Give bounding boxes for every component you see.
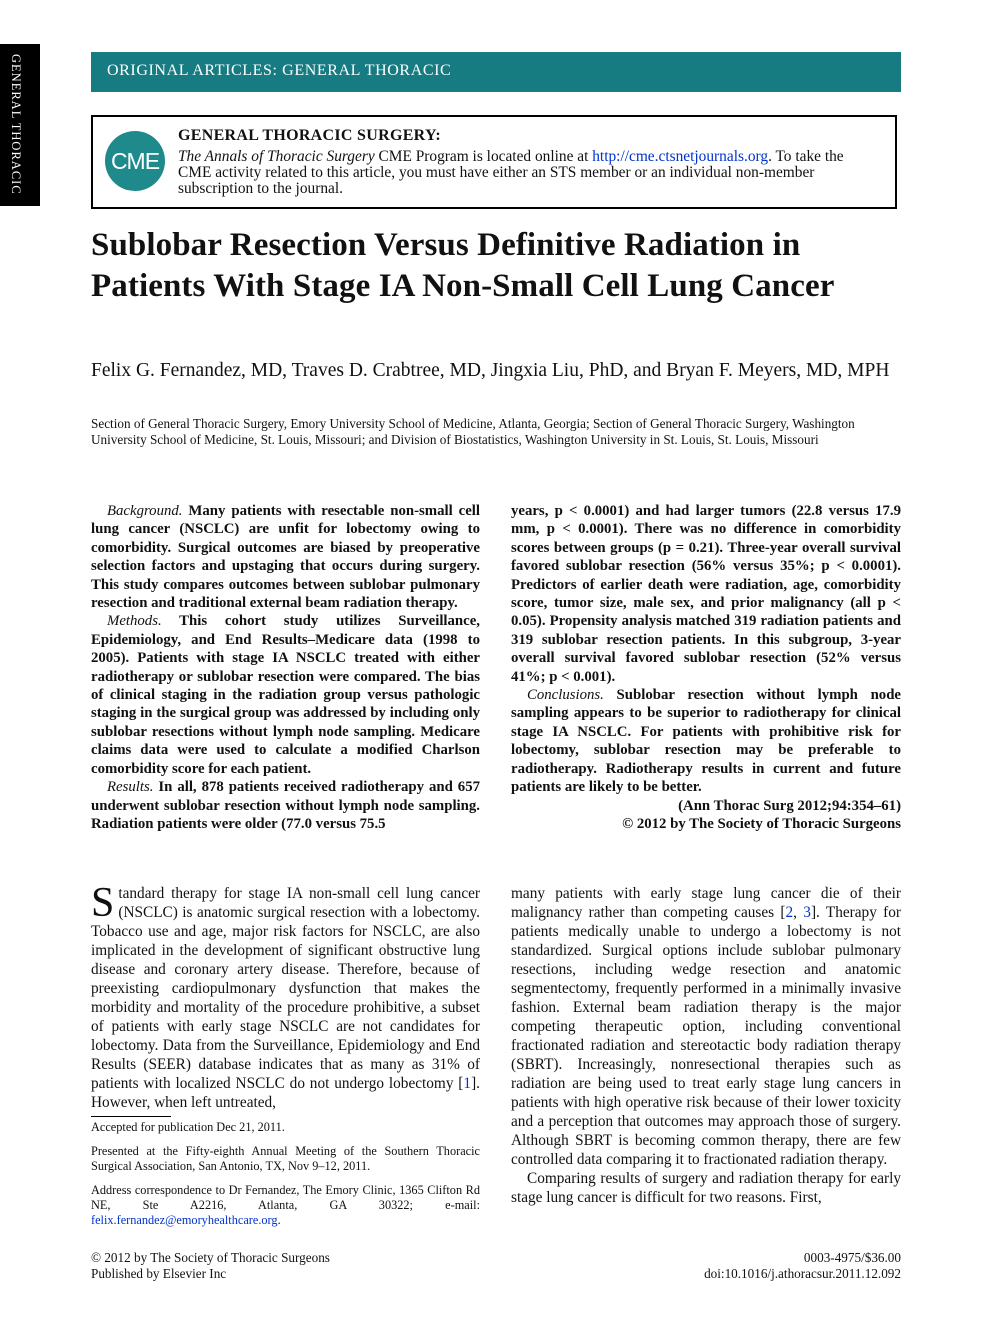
article-affiliations: Section of General Thoracic Surgery, Emory University School of Medicine, Atlanta, Georgia; Section of General Thoracic Surgery, Washington University School of Medicine, St. Louis, Missouri; and Division of Biostatistics, Washington University in St. Louis, St. Louis, Missouri [91,416,855,447]
abstract-background-label: Background. [107,503,183,519]
banner-label: ORIGINAL ARTICLES: GENERAL THORACIC [107,62,452,79]
cme-text [178,149,878,197]
abstract-citation: (Ann Thorac Surg 2012;94:354–61) [678,797,901,814]
cme-text-b: . To take the CME activity related to this article, you must have either an STS member or an individual non-member subscription to the journal. [178,148,844,197]
article-authors: Felix G. Fernandez, MD, Traves D. Crabtree, MD, Jingxia Liu, PhD, and Bryan F. Meyers, MD, MPH [91,360,890,381]
abstract-results-label: Results. [107,779,154,796]
footer-right [600,1250,901,1282]
cme-url-link[interactable]: http://cme.ctsnetjournals.org [592,148,769,165]
cme-notice-box [91,115,897,209]
email-link[interactable]: felix.fernandez@emoryhealthcare.org [91,1213,278,1227]
footer-copyright: © 2012 by The Society of Thoracic Surgeons [91,1250,330,1265]
abstract-methods-text: This cohort study utilizes Surveillance, Epidemiology, and End Results–Medicare data (1998 to 2005). Patients with stage IA NSCLC treated with either radiotherapy or sublobar resection were compared. The bias of clinical staging in the radiation group versus pathologic staging in the surgical group was addressed by including only sublobar resections without lymph node sampling. Medicare claims data were used to calculate a modified Charlson comorbidity score for each patient. [91,613,480,777]
body-left-column [91,880,480,1112]
reference-separator: , [793,904,804,921]
body-text-right-b: ]. Therapy for patients medically unable to undergo a lobectomy is not standardized. Surgical options include sublobar pulmonary resections, including wedge resection and anatomic segmentectomy, frequently performed in a minimally invasive fashion. External beam radiation therapy is the major competing therapeutic option, including conventional fractionated radiation and stereotactic body radiation therapy (SBRT). Increasingly, nonresectional therapies such as radiation are being used to treat early stage lung cancers in patients with high operative risk because of their lower toxicity and a perception that outcomes may approach those of surgery. Although SBRT is becoming common therapy, there are few controlled data comparing it to fractionated radiation therapy. [511,904,901,1168]
drop-cap: S [91,880,115,926]
footer-left [91,1250,330,1282]
body-paragraph-1-continued [511,884,901,1169]
body-text-left-b: ]. However, when left untreated, [91,1075,480,1111]
footnote-accepted: Accepted for publication Dec 21, 2011. [91,1120,285,1134]
reference-link-1[interactable]: 1 [463,1075,472,1092]
footer-issn: 0003-4975/$36.00 [803,1250,901,1265]
cme-text-a: CME Program is located online at [374,148,593,165]
body-right-column [511,884,901,1207]
footnote-address [91,1183,480,1228]
section-banner [91,52,901,92]
section-side-tab [0,44,40,206]
abstract-conclusions [511,686,901,796]
abstract-methods-label: Methods. [107,613,162,630]
cme-journal-name: The Annals of Thoracic Surgery [178,148,375,165]
footnote-address-end: . [277,1213,281,1227]
cme-logo: CME [105,131,165,191]
abstract-background-text: Many patients with resectable non-small cell lung cancer (NSCLC) are unfit for lobectomy owing to comorbidity. Surgical outcomes are biased by preoperative selection factors and upstaging that occurs during surgery. This study compares outcomes between sublobar pulmonary resection and traditional external beam radiation therapy. [91,503,480,612]
abstract-background [91,502,480,612]
abstract-results-continued: years, p < 0.0001) and had larger tumors (22.8 versus 17.9 mm, p < 0.0001). There was no difference in comorbidity scores between groups (p = 0.21). Three-year overall survival favored sublobar resection (56% versus 35%; p < 0.0001). Predictors of earlier death were radiation, age, comorbidity score, tumor size, male sex, and prior malignancy (all p < 0.05). Propensity analysis matched 319 radiation patients and 319 sublobar resection patients. In this subgroup, 3-year overall survival favored sublobar resection (52% versus 41%; p < 0.001). [511,503,901,685]
abstract-conclusions-label: Conclusions. [527,687,604,704]
cme-title: GENERAL THORACIC SURGERY: [178,127,441,144]
footer-doi: doi:10.1016/j.athoracsur.2011.12.092 [704,1266,901,1281]
abstract-methods [91,612,480,778]
abstract-right-column [511,502,901,833]
body-text-right-a: many patients with early stage lung cancer die of their malignancy rather than competing causes [ [511,885,901,921]
reference-link-2[interactable]: 2 [785,904,794,921]
abstract-copyright: © 2012 by The Society of Thoracic Surgeons [622,815,901,832]
abstract-conclusions-text: Sublobar resection without lymph node sampling appears to be superior to radiotherapy for clinical stage IA NSCLC. For patients with prohibitive risk for lobectomy, sublobar resection may be preferable to radiotherapy. Radiotherapy results in current and future patients are likely to be better. [511,687,901,796]
body-paragraph-1 [91,880,480,1112]
side-tab-label: GENERAL THORACIC [9,54,23,195]
footnotes [91,1120,480,1237]
article-title: Sublobar Resection Versus Definitive Radiation in Patients With Stage IA Non-Small Cell Lung Cancer [91,227,835,304]
footer-publisher: Published by Elsevier Inc [91,1266,227,1281]
footnote-address-text: Address correspondence to Dr Fernandez, The Emory Clinic, 1365 Clifton Rd NE, Ste A2216, Atlanta, GA 30322; e-mail: [91,1183,480,1212]
footnote-presented: Presented at the Fifty-eighth Annual Meeting of the Southern Thoracic Surgical Association, San Antonio, TX, Nov 9–12, 2011. [91,1144,480,1173]
abstract-left-column [91,502,480,833]
abstract-results [91,778,480,833]
footnote-divider [91,1116,171,1117]
body-paragraph-2: Comparing results of surgery and radiation therapy for early stage lung cancer is difficult for two reasons. First, [511,1170,901,1206]
reference-link-3[interactable]: 3 [803,904,811,921]
body-text-left-a: tandard therapy for stage IA non-small cell lung cancer (NSCLC) is anatomic surgical resection with a lobectomy. Tobacco use and age, major risk factors for NSCLC, are also implicated in the development of significant obstructive lung disease and coronary artery disease. Therefore, because of preexisting cardiopulmonary dysfunction that makes the morbidity and mortality of the procedure prohibitive, a subset of patients with early stage NSCLC are not candidates for lobectomy. Data from the Surveillance, Epidemiology and End Results (SEER) database indicates that as many as 31% of patients with localized NSCLC do not undergo lobectomy [ [91,885,480,1092]
abstract-results-text-a: In all, 878 patients received radiotherapy and 657 underwent sublobar resection without lymph node sampling. Radiation patients were older (77.0 versus 75.5 [91,779,480,832]
